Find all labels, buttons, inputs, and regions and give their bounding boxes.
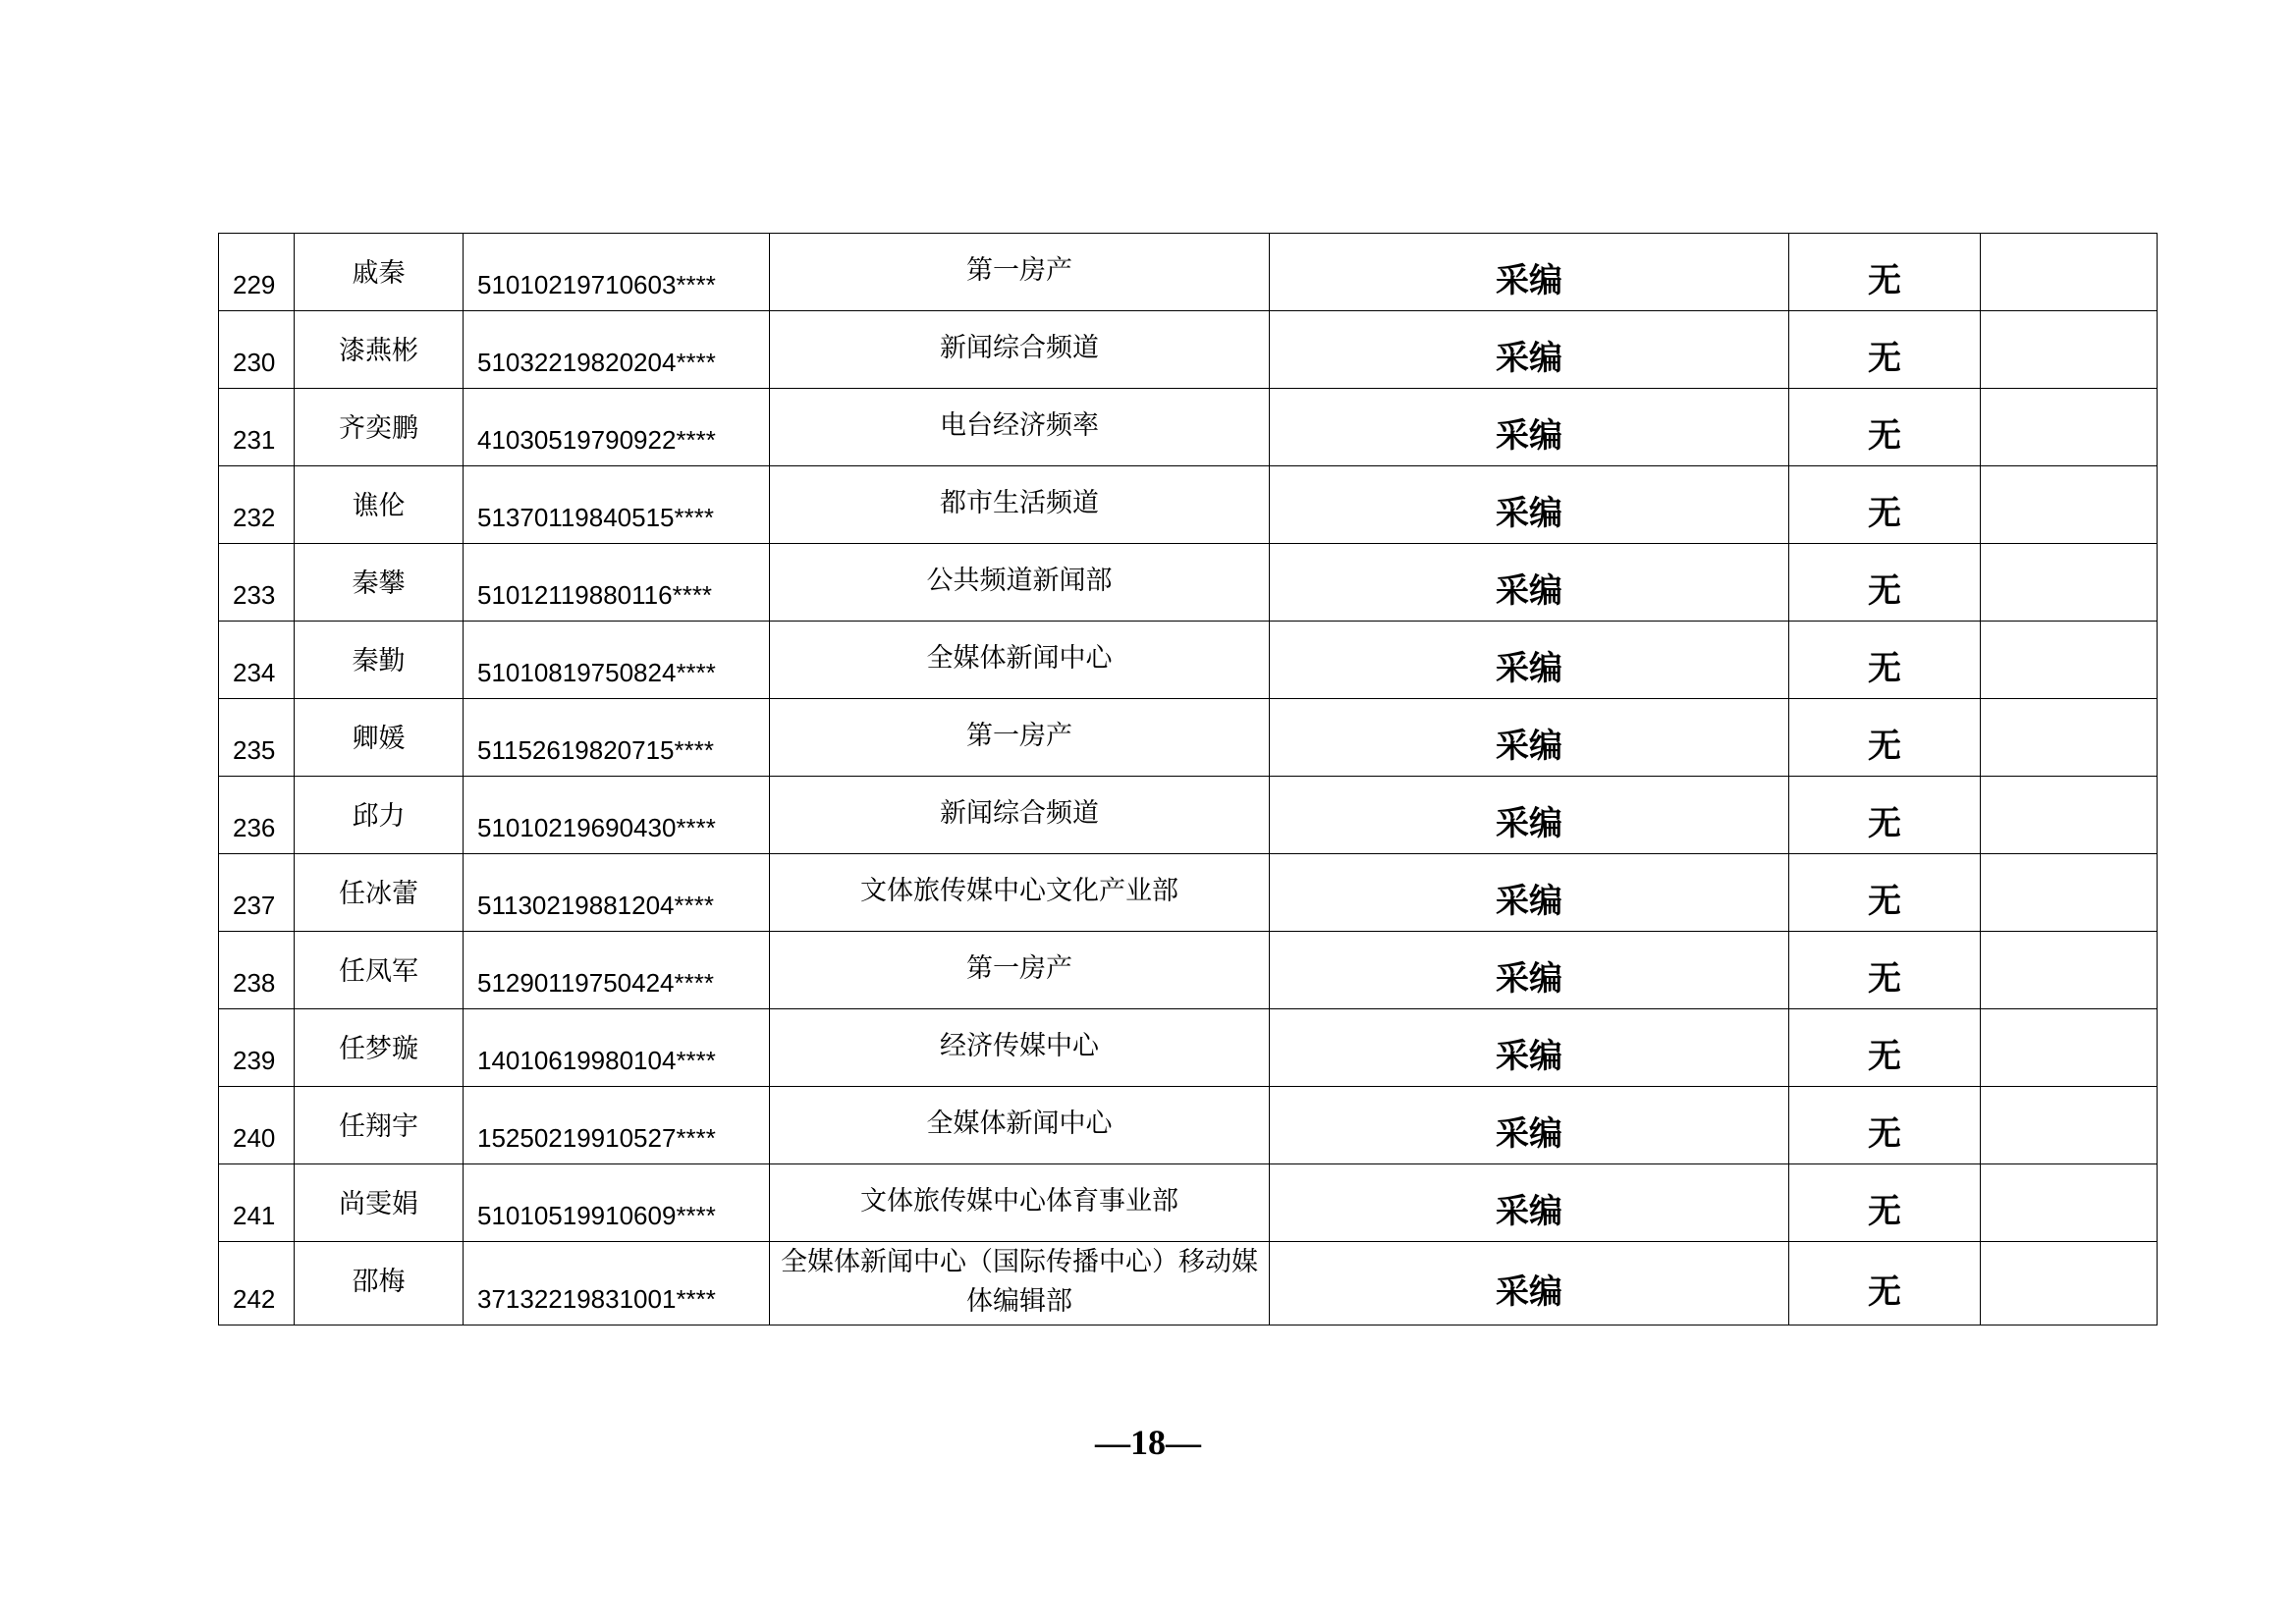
- id-cell: [464, 1009, 770, 1087]
- flag: 无: [1868, 1037, 1901, 1076]
- flag-cell: [1789, 1164, 1981, 1242]
- id-cell: [464, 932, 770, 1009]
- role: 采编: [1496, 261, 1562, 300]
- role-cell: [1270, 466, 1789, 544]
- id-number: 37132219831001****: [477, 1284, 716, 1314]
- id-number: 51010219690430****: [477, 813, 716, 842]
- personnel-table: [218, 233, 2158, 1325]
- flag-cell: [1789, 699, 1981, 777]
- department: 经济传媒中心: [940, 1031, 1099, 1061]
- table-row: [219, 311, 2158, 389]
- table-row: [219, 1242, 2158, 1325]
- role: 采编: [1496, 804, 1562, 843]
- extra-cell: [1981, 466, 2158, 544]
- row-number-cell: [219, 544, 295, 622]
- department-cell: [770, 932, 1270, 1009]
- name-cell: [295, 699, 464, 777]
- row-number: 234: [233, 658, 276, 687]
- role: 采编: [1496, 1114, 1562, 1154]
- table-row: [219, 1087, 2158, 1164]
- department-cell: [770, 1087, 1270, 1164]
- role-cell: [1270, 932, 1789, 1009]
- role-cell: [1270, 1009, 1789, 1087]
- person-name: 邱力: [352, 801, 406, 832]
- role-cell: [1270, 699, 1789, 777]
- role-cell: [1270, 1087, 1789, 1164]
- extra-cell: [1981, 1164, 2158, 1242]
- id-cell: [464, 854, 770, 932]
- name-cell: [295, 622, 464, 699]
- row-number: 232: [233, 503, 276, 532]
- row-number: 242: [233, 1284, 276, 1314]
- person-name: 谯伦: [352, 491, 406, 521]
- row-number-cell: [219, 699, 295, 777]
- id-number: 51370119840515****: [477, 503, 714, 532]
- table-row: [219, 932, 2158, 1009]
- role: 采编: [1496, 727, 1562, 766]
- table-row: [219, 1009, 2158, 1087]
- role-cell: [1270, 311, 1789, 389]
- department: 全媒体新闻中心: [926, 1109, 1113, 1139]
- extra-cell: [1981, 544, 2158, 622]
- person-name: 任翔宇: [339, 1111, 418, 1142]
- extra-cell: [1981, 1087, 2158, 1164]
- name-cell: [295, 932, 464, 1009]
- flag: 无: [1868, 1114, 1901, 1154]
- id-number: 51010219710603****: [477, 270, 716, 299]
- id-cell: [464, 544, 770, 622]
- extra-cell: [1981, 311, 2158, 389]
- role-cell: [1270, 544, 1789, 622]
- row-number-cell: [219, 234, 295, 311]
- flag: 无: [1868, 882, 1901, 921]
- extra-cell: [1981, 699, 2158, 777]
- department: 都市生活频道: [940, 488, 1099, 518]
- extra-cell: [1981, 777, 2158, 854]
- role-cell: [1270, 1164, 1789, 1242]
- extra-cell: [1981, 854, 2158, 932]
- row-number: 233: [233, 580, 276, 610]
- row-number: 231: [233, 425, 276, 455]
- table-row: [219, 544, 2158, 622]
- department-cell: [770, 389, 1270, 466]
- row-number-cell: [219, 622, 295, 699]
- role-cell: [1270, 854, 1789, 932]
- id-cell: [464, 1087, 770, 1164]
- role-cell: [1270, 1242, 1789, 1325]
- flag: 无: [1868, 959, 1901, 999]
- name-cell: [295, 1009, 464, 1087]
- table-row: [219, 854, 2158, 932]
- name-cell: [295, 466, 464, 544]
- role: 采编: [1496, 416, 1562, 456]
- department-cell: [770, 544, 1270, 622]
- table-row: [219, 1164, 2158, 1242]
- table-body: [219, 234, 2158, 1325]
- extra-cell: [1981, 1009, 2158, 1087]
- name-cell: [295, 777, 464, 854]
- id-number: 51010519910609****: [477, 1201, 716, 1230]
- flag-cell: [1789, 234, 1981, 311]
- flag-cell: [1789, 311, 1981, 389]
- row-number-cell: [219, 1009, 295, 1087]
- flag: 无: [1868, 571, 1901, 611]
- row-number-cell: [219, 854, 295, 932]
- department-cell: [770, 466, 1270, 544]
- extra-cell: [1981, 1242, 2158, 1325]
- role-cell: [1270, 234, 1789, 311]
- flag: 无: [1868, 261, 1901, 300]
- flag-cell: [1789, 466, 1981, 544]
- department-cell: [770, 311, 1270, 389]
- role-cell: [1270, 777, 1789, 854]
- name-cell: [295, 1164, 464, 1242]
- role: 采编: [1496, 649, 1562, 688]
- flag-cell: [1789, 389, 1981, 466]
- flag: 无: [1868, 1272, 1901, 1312]
- id-number: 51152619820715****: [477, 735, 714, 765]
- id-number: 51032219820204****: [477, 348, 716, 377]
- person-name: 任冰蕾: [339, 879, 418, 909]
- name-cell: [295, 389, 464, 466]
- id-number: 15250219910527****: [477, 1123, 716, 1153]
- flag-cell: [1789, 622, 1981, 699]
- department-cell: [770, 854, 1270, 932]
- row-number-cell: [219, 932, 295, 1009]
- department-cell: [770, 1242, 1270, 1325]
- row-number-cell: [219, 466, 295, 544]
- id-number: 51130219881204****: [477, 891, 714, 920]
- flag: 无: [1868, 339, 1901, 378]
- extra-cell: [1981, 234, 2158, 311]
- department: 第一房产: [966, 953, 1072, 984]
- id-number: 51012119880116****: [477, 580, 713, 610]
- row-number-cell: [219, 1242, 295, 1325]
- person-name: 卿媛: [352, 724, 406, 754]
- role: 采编: [1496, 882, 1562, 921]
- department: 新闻综合频道: [940, 333, 1099, 363]
- row-number-cell: [219, 777, 295, 854]
- department-cell: [770, 1164, 1270, 1242]
- row-number-cell: [219, 389, 295, 466]
- name-cell: [295, 854, 464, 932]
- department-cell: [770, 622, 1270, 699]
- id-cell: [464, 311, 770, 389]
- department: 文体旅传媒中心文化产业部: [860, 876, 1178, 906]
- extra-cell: [1981, 932, 2158, 1009]
- department: 全媒体新闻中心（国际传播中心）移动媒体编辑部: [781, 1247, 1258, 1317]
- extra-cell: [1981, 622, 2158, 699]
- id-cell: [464, 234, 770, 311]
- role: 采编: [1496, 1037, 1562, 1076]
- row-number: 238: [233, 968, 276, 998]
- flag-cell: [1789, 932, 1981, 1009]
- id-number: 51290119750424****: [477, 968, 714, 998]
- flag-cell: [1789, 1087, 1981, 1164]
- department-cell: [770, 1009, 1270, 1087]
- id-number: 41030519790922****: [477, 425, 716, 455]
- id-cell: [464, 699, 770, 777]
- row-number-cell: [219, 311, 295, 389]
- person-name: 秦攀: [352, 568, 406, 599]
- department: 全媒体新闻中心: [926, 643, 1113, 674]
- table-row: [219, 622, 2158, 699]
- role-cell: [1270, 622, 1789, 699]
- person-name: 戚秦: [352, 258, 406, 289]
- flag-cell: [1789, 1242, 1981, 1325]
- id-cell: [464, 777, 770, 854]
- flag-cell: [1789, 854, 1981, 932]
- id-cell: [464, 466, 770, 544]
- flag: 无: [1868, 649, 1901, 688]
- name-cell: [295, 544, 464, 622]
- id-cell: [464, 1242, 770, 1325]
- department-cell: [770, 777, 1270, 854]
- role-cell: [1270, 389, 1789, 466]
- page-number: —18—: [1095, 1423, 1201, 1462]
- person-name: 尚雯娟: [339, 1189, 418, 1219]
- department: 电台经济频率: [940, 410, 1099, 441]
- id-number: 51010819750824****: [477, 658, 716, 687]
- name-cell: [295, 1242, 464, 1325]
- role: 采编: [1496, 1192, 1562, 1231]
- flag: 无: [1868, 1192, 1901, 1231]
- flag-cell: [1789, 1009, 1981, 1087]
- role: 采编: [1496, 571, 1562, 611]
- person-name: 任梦璇: [339, 1034, 418, 1064]
- row-number: 236: [233, 813, 276, 842]
- row-number: 237: [233, 891, 276, 920]
- department-cell: [770, 699, 1270, 777]
- row-number: 235: [233, 735, 276, 765]
- row-number-cell: [219, 1164, 295, 1242]
- role: 采编: [1496, 494, 1562, 533]
- row-number: 240: [233, 1123, 276, 1153]
- id-cell: [464, 1164, 770, 1242]
- row-number: 239: [233, 1046, 276, 1075]
- flag-cell: [1789, 777, 1981, 854]
- role: 采编: [1496, 1272, 1562, 1312]
- row-number: 229: [233, 270, 276, 299]
- department: 公共频道新闻部: [926, 566, 1113, 596]
- name-cell: [295, 234, 464, 311]
- flag: 无: [1868, 727, 1901, 766]
- department: 第一房产: [966, 721, 1072, 751]
- person-name: 齐奕鹏: [339, 413, 418, 444]
- extra-cell: [1981, 389, 2158, 466]
- department: 第一房产: [966, 255, 1072, 286]
- row-number: 241: [233, 1201, 276, 1230]
- id-cell: [464, 389, 770, 466]
- department: 新闻综合频道: [940, 798, 1099, 829]
- person-name: 任凤军: [339, 956, 418, 987]
- table-row: [219, 699, 2158, 777]
- name-cell: [295, 1087, 464, 1164]
- row-number: 230: [233, 348, 276, 377]
- table-row: [219, 777, 2158, 854]
- table-row: [219, 234, 2158, 311]
- department-cell: [770, 234, 1270, 311]
- department: 文体旅传媒中心体育事业部: [860, 1186, 1178, 1217]
- id-cell: [464, 622, 770, 699]
- person-name: 邵梅: [352, 1267, 406, 1297]
- name-cell: [295, 311, 464, 389]
- role: 采编: [1496, 959, 1562, 999]
- table-row: [219, 466, 2158, 544]
- id-number: 14010619980104****: [477, 1046, 716, 1075]
- role: 采编: [1496, 339, 1562, 378]
- person-name: 漆燕彬: [339, 336, 418, 366]
- person-name: 秦勤: [352, 646, 406, 676]
- flag-cell: [1789, 544, 1981, 622]
- row-number-cell: [219, 1087, 295, 1164]
- flag: 无: [1868, 804, 1901, 843]
- flag: 无: [1868, 416, 1901, 456]
- flag: 无: [1868, 494, 1901, 533]
- table-row: [219, 389, 2158, 466]
